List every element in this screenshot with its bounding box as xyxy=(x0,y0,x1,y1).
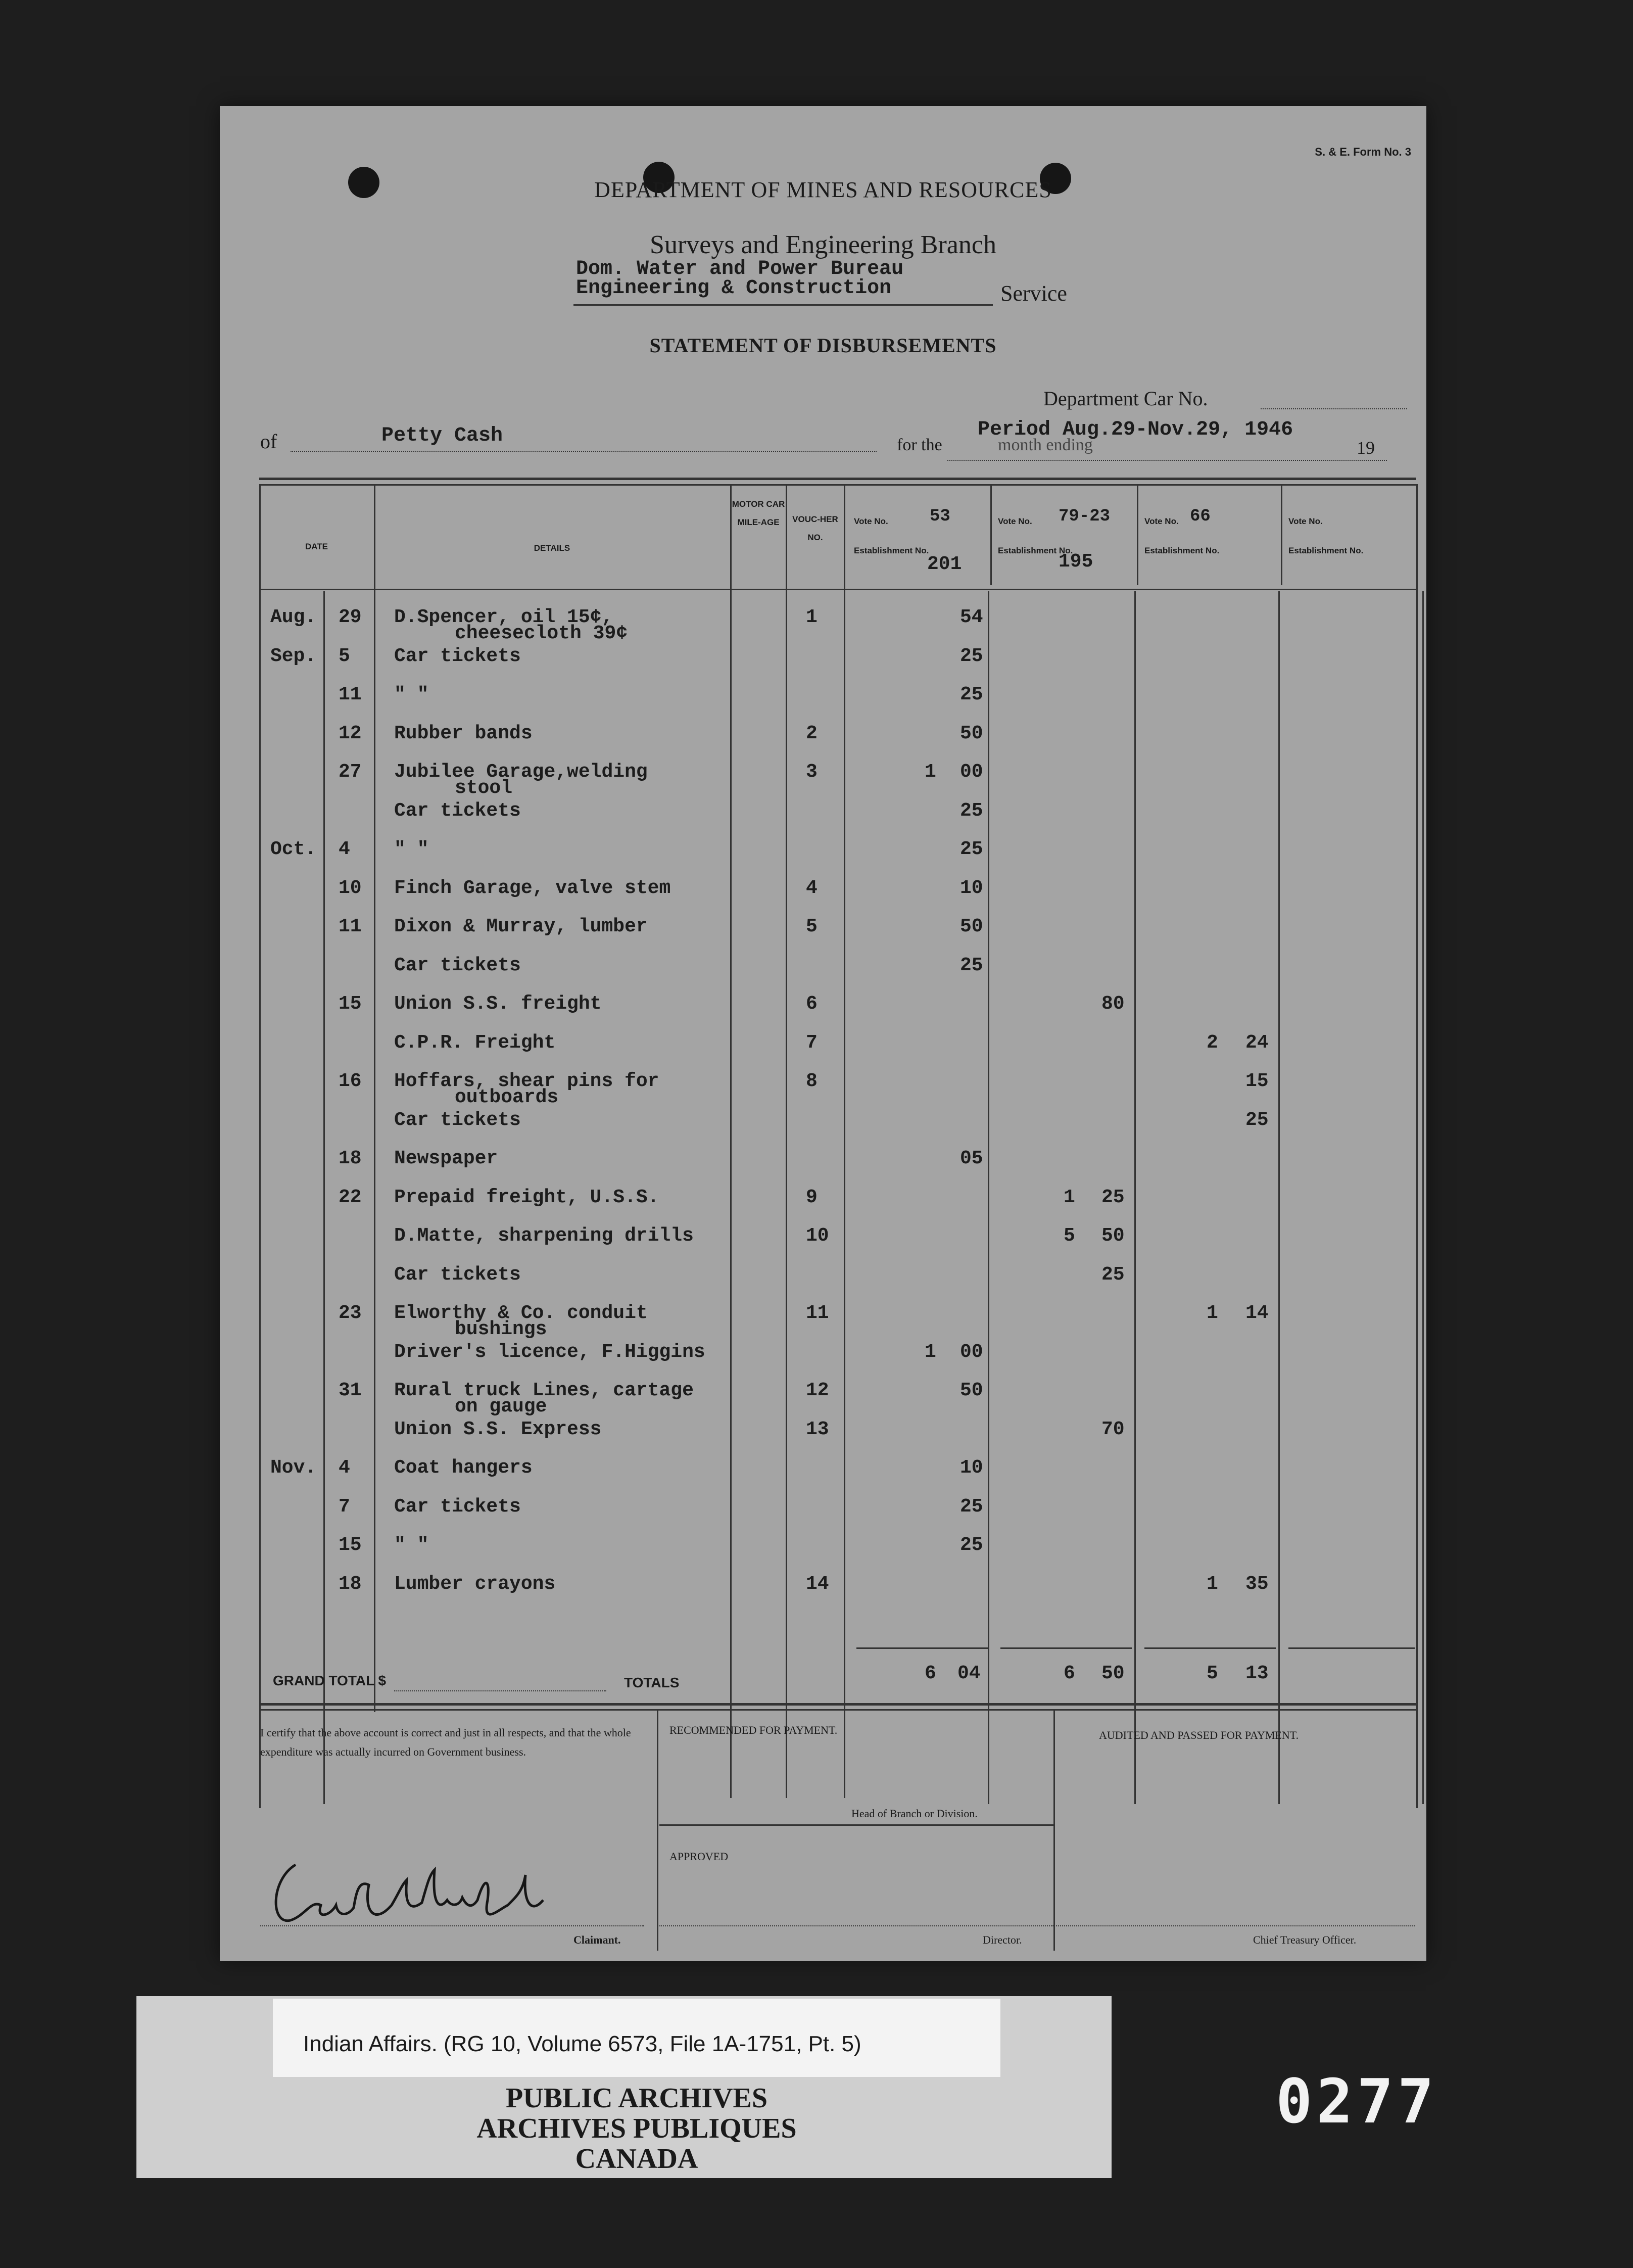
vote-label-4: Vote No. xyxy=(1288,516,1323,526)
col-rule xyxy=(323,591,325,1804)
service-typed-line-2: Engineering & Construction xyxy=(576,277,892,300)
total-v2-dollars: 6 xyxy=(1064,1663,1075,1684)
row-voucher: 7 xyxy=(806,1031,818,1054)
col-rule xyxy=(786,484,787,1798)
row-details: Union S.S. freight xyxy=(394,993,602,1015)
total-v1-dollars: 6 xyxy=(925,1663,936,1684)
year-prefix: 19 xyxy=(1357,438,1375,458)
head-signature-line xyxy=(659,1824,1053,1826)
row-details: Rubber bands xyxy=(394,722,533,744)
row-vote1-dollars: 1 xyxy=(925,761,936,783)
grand-total-label: GRAND TOTAL $ xyxy=(273,1673,387,1688)
total-v1-cents: 04 xyxy=(957,1663,981,1684)
row-details-continued: stool xyxy=(455,777,513,799)
col-rule xyxy=(1281,484,1282,585)
row-voucher: 14 xyxy=(806,1573,829,1595)
total-v3-cents: 13 xyxy=(1245,1663,1269,1684)
head-of-branch-label: Head of Branch or Division. xyxy=(851,1807,978,1820)
row-details: Rural truck Lines, cartage xyxy=(394,1380,694,1401)
total-rule xyxy=(856,1647,988,1649)
row-voucher: 9 xyxy=(806,1186,818,1208)
vote-number-3: 66 xyxy=(1190,507,1211,526)
department-heading: DEPARTMENT OF MINES AND RESOURCES xyxy=(594,177,1052,202)
row-vote1-cents: 54 xyxy=(960,606,983,628)
col-rule xyxy=(1278,591,1280,1804)
row-details: Union S.S. Express xyxy=(394,1418,602,1440)
treasury-signature-line xyxy=(1056,1925,1415,1926)
row-month: Aug. xyxy=(270,606,317,628)
row-voucher: 6 xyxy=(806,993,818,1015)
archive-line-3: CANADA xyxy=(575,2143,698,2175)
row-vote3-cents: 24 xyxy=(1245,1031,1269,1054)
row-day: 29 xyxy=(339,606,362,628)
row-vote2-cents: 50 xyxy=(1101,1225,1125,1247)
row-details-continued: on gauge xyxy=(455,1396,547,1418)
row-details: " " xyxy=(394,684,429,705)
row-vote2-dollars: 1 xyxy=(1064,1186,1075,1208)
col-rule xyxy=(988,591,989,1804)
row-day: 10 xyxy=(339,877,362,899)
row-day: 12 xyxy=(339,722,362,744)
claimant-signature xyxy=(260,1845,604,1956)
row-day: 27 xyxy=(339,761,362,783)
row-vote2-cents: 80 xyxy=(1101,993,1125,1015)
row-details: Car tickets xyxy=(394,799,521,822)
row-voucher: 3 xyxy=(806,761,818,783)
treasury-label: Chief Treasury Officer. xyxy=(1253,1933,1357,1946)
grand-total-field xyxy=(394,1690,606,1691)
col-rule xyxy=(1422,591,1424,1804)
row-details: Car tickets xyxy=(394,645,521,667)
row-vote1-cents: 10 xyxy=(960,877,983,899)
table-top-rule xyxy=(259,484,1416,486)
row-vote3-cents: 25 xyxy=(1245,1109,1269,1131)
row-vote2-dollars: 5 xyxy=(1064,1225,1075,1247)
row-details: Jubilee Garage,welding xyxy=(394,761,648,783)
service-label: Service xyxy=(1000,281,1067,306)
row-details: Newspaper xyxy=(394,1148,498,1169)
total-v2-cents: 50 xyxy=(1101,1663,1125,1684)
col-rule xyxy=(1416,484,1418,1808)
month-ending-label: month ending xyxy=(998,436,1093,454)
row-vote3-cents: 15 xyxy=(1245,1070,1269,1092)
col-rule xyxy=(990,484,992,585)
row-vote3-cents: 35 xyxy=(1245,1573,1269,1595)
row-vote3-dollars: 1 xyxy=(1207,1302,1218,1324)
row-vote1-cents: 25 xyxy=(960,799,983,822)
row-vote3-dollars: 2 xyxy=(1207,1031,1218,1054)
row-vote1-cents: 50 xyxy=(960,916,983,937)
row-voucher: 5 xyxy=(806,916,818,937)
vote-number-1: 53 xyxy=(930,507,950,526)
row-details-continued: cheesecloth 39¢ xyxy=(455,623,628,644)
row-details: Hoffars, shear pins for xyxy=(394,1070,659,1092)
row-voucher: 8 xyxy=(806,1070,818,1092)
row-day: 4 xyxy=(339,838,350,860)
row-vote1-cents: 25 xyxy=(960,954,983,976)
row-day: 18 xyxy=(339,1148,362,1169)
row-vote3-cents: 14 xyxy=(1245,1302,1269,1324)
row-month: Nov. xyxy=(270,1457,317,1479)
row-details: " " xyxy=(394,838,429,860)
row-day: 11 xyxy=(339,684,362,705)
col-rule xyxy=(259,484,261,1808)
total-rule xyxy=(1144,1647,1276,1649)
row-details: Prepaid freight, U.S.S. xyxy=(394,1186,659,1208)
header-bottom-rule xyxy=(259,589,1416,590)
estab-label-1: Establishment No. xyxy=(854,546,929,555)
row-vote1-cents: 25 xyxy=(960,1534,983,1556)
director-label: Director. xyxy=(983,1933,1022,1946)
audited-label: AUDITED AND PASSED FOR PAYMENT. xyxy=(1099,1729,1299,1741)
row-vote2-cents: 25 xyxy=(1101,1263,1125,1286)
row-details: Car tickets xyxy=(394,1263,521,1286)
row-day: 22 xyxy=(339,1186,362,1208)
frame-number: 0277 xyxy=(1276,2067,1438,2137)
claimant-label: Claimant. xyxy=(573,1933,621,1946)
table-bottom-rule xyxy=(259,1703,1416,1706)
row-details: Coat hangers xyxy=(394,1457,533,1479)
estab-number-2: 195 xyxy=(1059,551,1093,573)
estab-label-2: Establishment No. xyxy=(998,546,1073,555)
row-voucher: 12 xyxy=(806,1380,829,1401)
row-month: Sep. xyxy=(270,645,317,667)
row-vote1-cents: 05 xyxy=(960,1148,983,1169)
service-typed-line-1: Dom. Water and Power Bureau xyxy=(576,258,904,280)
for-the-label: for the xyxy=(897,436,942,454)
estab-label-4: Establishment No. xyxy=(1288,546,1364,555)
director-signature-line xyxy=(659,1925,1053,1926)
total-rule xyxy=(1000,1647,1132,1649)
row-day: 11 xyxy=(339,916,362,937)
details-header: DETAILS xyxy=(534,543,570,553)
row-vote3-dollars: 1 xyxy=(1207,1573,1218,1595)
row-details: Elworthy & Co. conduit xyxy=(394,1302,648,1324)
row-details-continued: bushings xyxy=(455,1318,547,1340)
row-vote1-cents: 50 xyxy=(960,1380,983,1401)
voucher-header: VOUC-HER NO. xyxy=(792,514,838,542)
row-day: 5 xyxy=(339,645,350,667)
row-day: 31 xyxy=(339,1380,362,1401)
row-voucher: 13 xyxy=(806,1418,829,1440)
service-underline xyxy=(573,304,993,306)
disbursement-form xyxy=(220,106,1426,1961)
row-vote1-cents: 00 xyxy=(960,1341,983,1363)
claimant-signature-line xyxy=(260,1925,644,1926)
row-day: 16 xyxy=(339,1070,362,1092)
date-header: DATE xyxy=(305,542,328,551)
row-voucher: 4 xyxy=(806,877,818,899)
row-details: D.Spencer, oil 15¢, xyxy=(394,606,613,628)
estab-number-1: 201 xyxy=(927,553,962,575)
row-details: Finch Garage, valve stem xyxy=(394,877,671,899)
row-details: D.Matte, sharpening drills xyxy=(394,1225,694,1247)
row-day: 15 xyxy=(339,993,362,1015)
vote-label-1: Vote No. xyxy=(854,516,888,526)
row-voucher: 10 xyxy=(806,1225,829,1247)
total-rule xyxy=(1288,1647,1415,1649)
branch-heading: Surveys and Engineering Branch xyxy=(650,230,996,259)
col-rule xyxy=(844,484,845,1798)
row-vote1-dollars: 1 xyxy=(925,1341,936,1363)
footer-divider xyxy=(657,1711,658,1951)
row-day: 4 xyxy=(339,1457,350,1479)
period-field xyxy=(947,460,1387,461)
row-day: 15 xyxy=(339,1534,362,1556)
certification-text: I certify that the above account is correct and just in all respects, and that the whole expenditure was actually incurred on Government business. xyxy=(260,1726,631,1758)
table-top-rule xyxy=(259,478,1416,480)
row-vote2-cents: 25 xyxy=(1101,1186,1125,1208)
row-vote1-cents: 25 xyxy=(960,645,983,667)
estab-label-3: Establishment No. xyxy=(1144,546,1220,555)
archive-line-2: ARCHIVES PUBLIQUES xyxy=(476,2113,797,2144)
row-vote1-cents: 50 xyxy=(960,722,983,744)
row-details: Car tickets xyxy=(394,1495,521,1518)
footer-divider xyxy=(1053,1711,1055,1951)
vote-label-2: Vote No. xyxy=(998,516,1032,526)
row-voucher: 2 xyxy=(806,722,818,744)
row-voucher: 11 xyxy=(806,1302,829,1324)
vote-number-2: 79-23 xyxy=(1059,507,1111,526)
col-rule xyxy=(1137,484,1138,585)
totals-label: TOTALS xyxy=(624,1675,680,1690)
total-v3-dollars: 5 xyxy=(1207,1663,1218,1684)
archive-line-1: PUBLIC ARCHIVES xyxy=(505,2083,768,2114)
of-value: Petty Cash xyxy=(381,424,503,447)
row-day: 23 xyxy=(339,1302,362,1324)
row-details-continued: outboards xyxy=(455,1086,559,1108)
row-day: 7 xyxy=(339,1495,350,1518)
vote-label-3: Vote No. xyxy=(1144,516,1179,526)
table-bottom-rule xyxy=(259,1709,1416,1711)
row-vote1-cents: 25 xyxy=(960,684,983,705)
of-label: of xyxy=(260,430,277,453)
archive-reference: Indian Affairs. (RG 10, Volume 6573, File 1A-1751, Pt. 5) xyxy=(303,2031,861,2056)
row-details: C.P.R. Freight xyxy=(394,1031,556,1054)
row-details: Car tickets xyxy=(394,954,521,976)
motor-mileage-header: MOTOR CAR MILE-AGE xyxy=(732,499,785,527)
row-day: 18 xyxy=(339,1573,362,1595)
row-voucher: 1 xyxy=(806,606,818,628)
statement-title: STATEMENT OF DISBURSEMENTS xyxy=(649,334,997,357)
approved-label: APPROVED xyxy=(669,1850,729,1863)
col-rule xyxy=(374,484,375,1712)
row-vote1-cents: 25 xyxy=(960,838,983,860)
row-month: Oct. xyxy=(270,838,317,860)
col-rule xyxy=(1134,591,1136,1804)
row-details: Dixon & Murray, lumber xyxy=(394,916,648,937)
row-vote1-cents: 10 xyxy=(960,1457,983,1479)
recommended-label: RECOMMENDED FOR PAYMENT. xyxy=(669,1724,838,1736)
row-vote1-cents: 00 xyxy=(960,761,983,783)
row-details: " " xyxy=(394,1534,429,1556)
row-vote2-cents: 70 xyxy=(1101,1418,1125,1440)
car-number-field xyxy=(1261,408,1407,409)
of-field xyxy=(291,451,877,452)
form-number: S. & E. Form No. 3 xyxy=(1315,146,1411,158)
row-details: Driver's licence, F.Higgins xyxy=(394,1341,705,1363)
car-number-label: Department Car No. xyxy=(1043,387,1208,410)
row-vote1-cents: 25 xyxy=(960,1495,983,1518)
period-typed: Period Aug.29-Nov.29, 1946 xyxy=(978,418,1293,441)
col-rule xyxy=(730,484,732,1798)
row-details: Car tickets xyxy=(394,1109,521,1131)
row-details: Lumber crayons xyxy=(394,1573,556,1595)
